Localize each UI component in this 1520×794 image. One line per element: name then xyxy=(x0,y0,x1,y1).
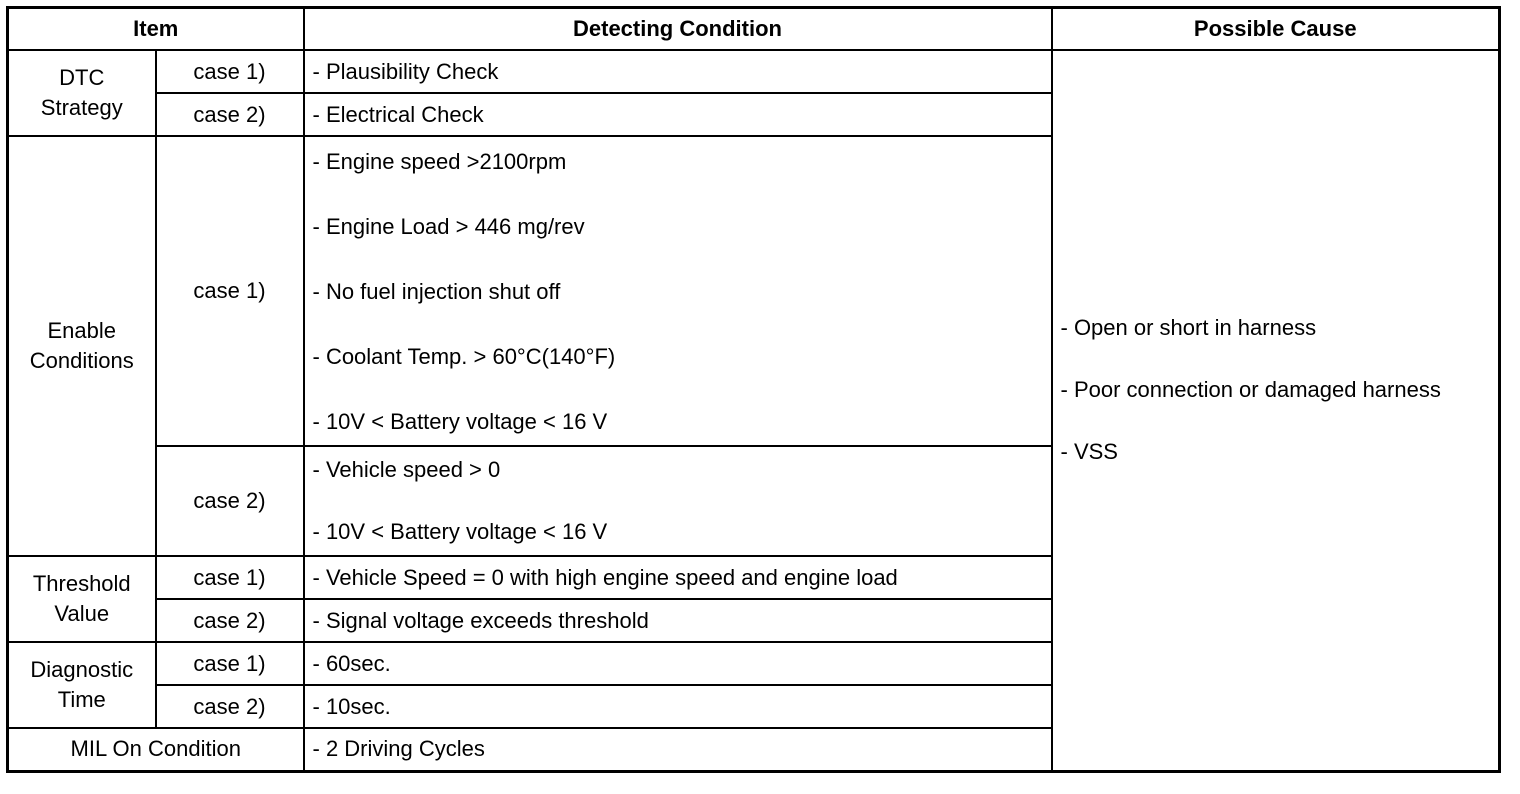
item-label-line: Enable xyxy=(47,318,116,343)
condition-cell: - Electrical Check xyxy=(304,93,1052,136)
header-detecting-condition: Detecting Condition xyxy=(304,8,1052,51)
item-diagnostic-time xyxy=(8,642,156,728)
condition-line: - 10V < Battery voltage < 16 V xyxy=(312,519,608,544)
item-label-line: DTC xyxy=(59,65,105,90)
condition-line: - No fuel injection shut off xyxy=(312,279,561,304)
item-label-line: Diagnostic xyxy=(30,657,134,682)
case-label: case 1) xyxy=(156,556,304,599)
dtc-spec-table xyxy=(6,6,1501,773)
item-label-line: Time xyxy=(57,687,106,712)
case-label: case 1) xyxy=(156,50,304,93)
cause-item: - Open or short in harness xyxy=(1060,315,1317,341)
possible-cause-cell xyxy=(1052,50,1500,771)
condition-cell: - Vehicle Speed = 0 with high engine speed and engine load xyxy=(304,556,1052,599)
item-threshold-value xyxy=(8,556,156,642)
item-label-line: Value xyxy=(54,601,110,626)
item-mil-on-condition: MIL On Condition xyxy=(8,728,304,771)
condition-cell: - 60sec. xyxy=(304,642,1052,685)
header-row xyxy=(8,8,1500,51)
condition-cell xyxy=(304,446,1052,556)
condition-line: - Vehicle speed > 0 xyxy=(312,457,501,482)
case-label: case 2) xyxy=(156,599,304,642)
condition-line: - 10V < Battery voltage < 16 V xyxy=(312,409,608,434)
condition-cell: - Plausibility Check xyxy=(304,50,1052,93)
cause-item: - Poor connection or damaged harness xyxy=(1060,377,1441,403)
case-label: case 1) xyxy=(156,642,304,685)
header-possible-cause: Possible Cause xyxy=(1052,8,1500,51)
condition-cell: - 2 Driving Cycles xyxy=(304,728,1052,771)
item-label-line: Strategy xyxy=(40,95,123,120)
case-label: case 1) xyxy=(156,136,304,446)
item-dtc-strategy xyxy=(8,50,156,136)
table-row xyxy=(8,50,1500,93)
condition-line: - Engine speed >2100rpm xyxy=(312,149,567,174)
condition-line: - Engine Load > 446 mg/rev xyxy=(312,214,585,239)
case-label: case 2) xyxy=(156,93,304,136)
condition-line: - Coolant Temp. > 60°C(140°F) xyxy=(312,344,616,369)
cause-item: - VSS xyxy=(1060,439,1118,465)
item-label-line: Threshold xyxy=(32,571,131,596)
condition-cell: - 10sec. xyxy=(304,685,1052,728)
item-enable-conditions xyxy=(8,136,156,556)
condition-cell: - Signal voltage exceeds threshold xyxy=(304,599,1052,642)
header-item: Item xyxy=(8,8,304,51)
condition-cell xyxy=(304,136,1052,446)
item-label-line: Conditions xyxy=(29,348,134,373)
case-label: case 2) xyxy=(156,685,304,728)
spec-table-wrapper xyxy=(6,6,1501,773)
case-label: case 2) xyxy=(156,446,304,556)
